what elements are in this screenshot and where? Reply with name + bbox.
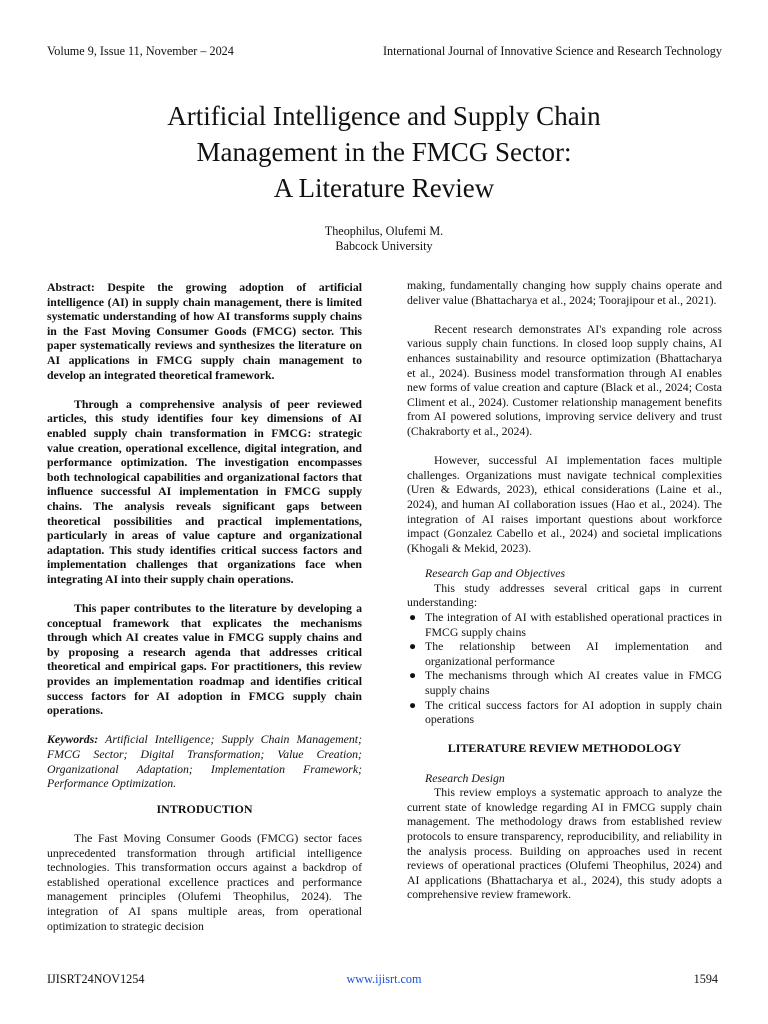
author-affiliation: Babcock University <box>335 238 433 253</box>
introduction-paragraph: The Fast Moving Consumer Goods (FMCG) sector faces unprecedented transformation through artificial intelligence technologies. This transformation occurs against a backdrop of established operational excellence practices and performance management principles (Olufemi Theophilus, 2024). The integration of AI spans multiple areas, from operational optimization to strategic decision <box>47 830 362 933</box>
abstract-paragraph-3: This paper contributes to the literature by developing a conceptual framework that explicates the mechanisms through which AI creates value in FMCG supply chains and by proposing a research agenda that addresses critical theoretical and empirical gaps. For practitioners, this review provides an implementation roadmap and identifies critical success factors for AI adoption in FMCG supply chain operations. <box>47 601 362 718</box>
paper-title <box>0 98 768 206</box>
author-block <box>0 224 768 253</box>
footer-website-link[interactable]: www.ijisrt.com <box>346 972 422 986</box>
methodology-heading: LITERATURE REVIEW METHODOLOGY <box>447 741 682 756</box>
bullet-icon: ● <box>409 668 417 683</box>
list-item: ● The mechanisms through which AI creates value in FMCG supply chains <box>409 668 722 698</box>
abstract-paragraph: Abstract: Despite the growing adoption of artificial intelligence (AI) in supply chain management, there is limited systematic understanding of how AI transforms supply chains in the Fast Moving Consumer Goods (FMCG) sector. This paper systematically reviews and synthesizes the literature on AI applications in FMCG supply chain management to develop an integrated theoretical framework. <box>47 280 362 382</box>
bullet-icon: ● <box>409 610 417 625</box>
research-gap-heading: Research Gap and Objectives <box>425 566 566 581</box>
title-line-2: Management in the FMCG Sector: <box>196 137 572 167</box>
running-header-journal: International Journal of Innovative Science and Research Technology <box>382 44 722 58</box>
title-line-3: A Literature Review <box>273 173 495 203</box>
title-line-1: Artificial Intelligence and Supply Chain <box>167 101 601 131</box>
list-item: ● The relationship between AI implementation and organizational performance <box>409 639 722 668</box>
keywords <box>47 732 362 790</box>
continued-paragraph: making, fundamentally changing how supply chains operate and deliver value (Bhattacharya et al., 2024; Toorajipour et al., 2021). <box>407 278 722 307</box>
right-column <box>407 278 722 902</box>
body-paragraph-ai-role: Recent research demonstrates AI's expanding role across various supply chain functions. In closed loop supply chains, AI enhances sustainability and resource optimization (Bhattacharya et al., 2024). Business model transformation through AI enables new forms of value creation and capture (Black et al., 2024; Costa Climent et al., 2024). Customer relationship management benefits from AI powered solutions, improving service delivery and trust (Chakraborty et al., 2024). <box>407 321 722 438</box>
bullet-icon: ● <box>409 697 417 712</box>
footer-page-number: 1594 <box>693 972 718 986</box>
research-gap-list <box>407 610 722 727</box>
research-design-paragraph: This review employs a systematic approach to analyze the current state of knowledge regarding AI in FMCG supply chain management. The methodology draws from established review protocols to ensure transparency, reproducibility, and reliability in the analysis process. Building on approaches used in recent reviews of operational practices (Olufemi Theophilus, 2024) and AI applications (Bhattacharya et al., 2024), this study adopts a comprehensive review framework. <box>407 785 722 902</box>
footer-paper-id: IJISRT24NOV1254 <box>47 972 145 986</box>
left-column <box>47 280 362 933</box>
introduction-heading: INTRODUCTION <box>156 801 253 816</box>
list-item: ● The integration of AI with established operational practices in FMCG supply chains <box>409 610 722 639</box>
research-design-heading: Research Design <box>425 770 505 785</box>
list-item: ● The critical success factors for AI adoption in supply chain operations <box>409 697 722 727</box>
bullet-icon: ● <box>409 639 417 654</box>
body-paragraph-challenges: However, successful AI implementation faces multiple challenges. Organizations must navigate technical complexities (Uren & Edwards, 2023), ethical considerations (Laine et al., 2024), and human AI collaboration issues (Hao et al., 2024). The integration of AI raises important questions about workforce impact (Gonzalez Cabello et al., 2024) and societal implications (Khogali & Mekid, 2023). <box>407 453 722 555</box>
running-header-volume: Volume 9, Issue 11, November – 2024 <box>47 44 234 58</box>
author-name: Theophilus, Olufemi M. <box>324 224 444 238</box>
research-gap-intro: This study addresses several critical gaps in current understanding: <box>407 580 722 610</box>
keywords-label: Keywords: <box>47 732 99 747</box>
keywords-text: Artificial Intelligence; Supply Chain Management; FMCG Sector; Digital Transformation; Value Creation; Organizational Adaptation; Implementation Framework; Performance Optimization. <box>47 732 362 791</box>
abstract-paragraph-2: Through a comprehensive analysis of peer reviewed articles, this study identifies four key dimensions of AI enabled supply chain transformation in FMCG: strategic value creation, operational excellence, digital integration, and performance optimization. The investigation encompasses both technological capabilities and organizational factors that influence successful AI implementation in FMCG supply chains. The analysis reveals significant gaps between theoretical possibilities and practical implementations, particularly in areas of value capture and organizational adaptation. This study identifies critical success factors and implementation challenges that organizations face when integrating AI into their supply chain operations. <box>47 396 362 586</box>
